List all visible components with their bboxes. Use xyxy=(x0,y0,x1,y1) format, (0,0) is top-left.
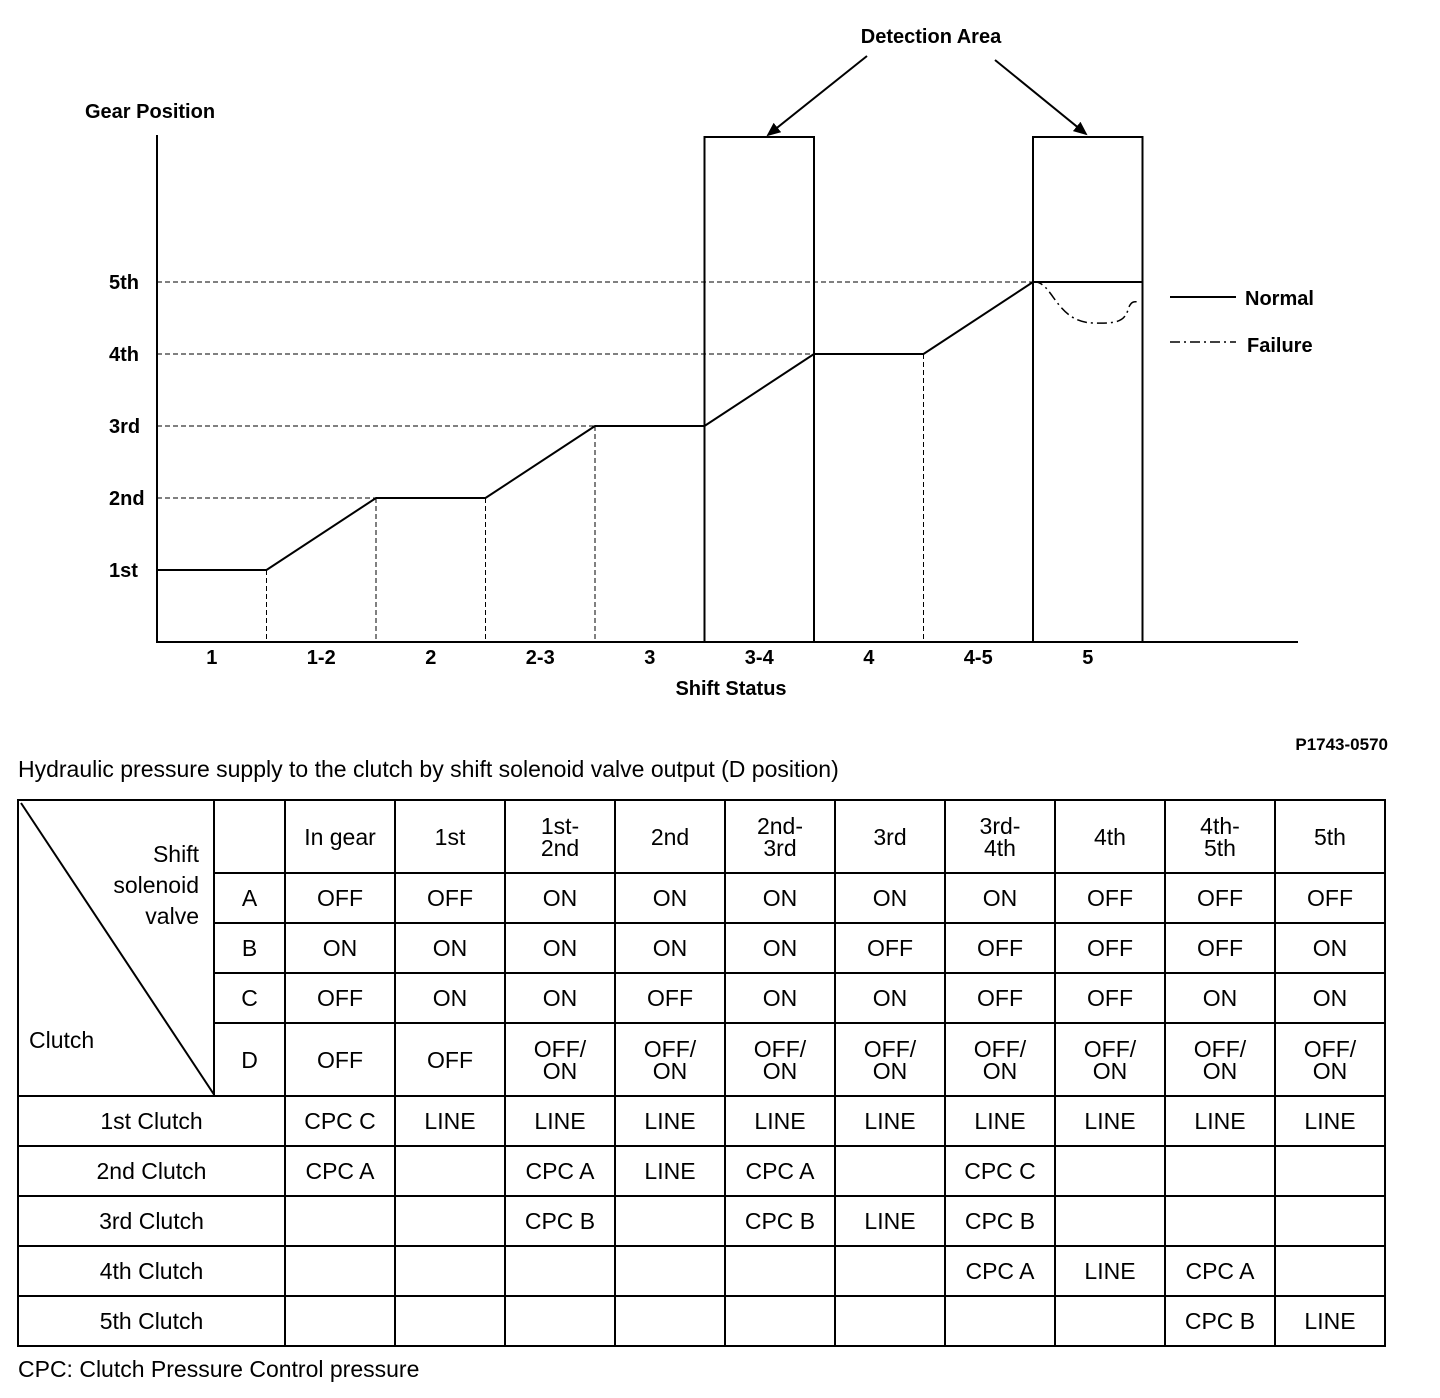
clutch-value: CPC A xyxy=(505,1146,615,1196)
clutch-value xyxy=(1165,1196,1275,1246)
clutch-name: 2nd Clutch xyxy=(18,1146,285,1196)
solenoid-value: ON xyxy=(725,973,835,1023)
clutch-value xyxy=(615,1296,725,1346)
axes xyxy=(157,135,1298,643)
column-header: 2nd- 3rd xyxy=(725,800,835,873)
clutch-value: CPC B xyxy=(725,1196,835,1246)
solenoid-value: OFF xyxy=(1055,923,1165,973)
solenoid-value: OFF/ ON xyxy=(615,1023,725,1096)
table-caption: Hydraulic pressure supply to the clutch by shift solenoid valve output (D position) xyxy=(18,756,839,782)
y-tick-label-3rd: 3rd xyxy=(109,416,141,438)
column-header: 2nd xyxy=(615,800,725,873)
header-row xyxy=(18,800,1385,873)
clutch-value: CPC B xyxy=(1165,1296,1275,1346)
clutch-value xyxy=(505,1246,615,1296)
clutch-row xyxy=(18,1096,1385,1146)
clutch-value xyxy=(945,1296,1055,1346)
y-tick-label-2nd: 2nd xyxy=(109,488,145,510)
clutch-value: LINE xyxy=(395,1096,505,1146)
corner-clutch-label: Clutch xyxy=(29,1027,95,1053)
clutch-value xyxy=(835,1146,945,1196)
clutch-name: 5th Clutch xyxy=(18,1296,285,1346)
solenoid-value: ON xyxy=(395,923,505,973)
y-tick-label-4th: 4th xyxy=(109,344,139,366)
clutch-value xyxy=(1275,1246,1385,1296)
solenoid-value: ON xyxy=(505,923,615,973)
solenoid-value: ON xyxy=(395,973,505,1023)
clutch-value xyxy=(395,1146,505,1196)
solenoid-value: ON xyxy=(505,973,615,1023)
clutch-value: LINE xyxy=(1055,1096,1165,1146)
clutch-value: LINE xyxy=(1055,1246,1165,1296)
clutch-value: LINE xyxy=(1165,1096,1275,1146)
clutch-value: LINE xyxy=(615,1146,725,1196)
x-axis-title: Shift Status xyxy=(675,678,787,700)
clutch-value xyxy=(725,1246,835,1296)
clutch-value: CPC A xyxy=(1165,1246,1275,1296)
solenoid-value: OFF xyxy=(395,873,505,923)
solenoid-value: OFF xyxy=(1275,873,1385,923)
y-axis-title: Gear Position xyxy=(85,101,216,123)
clutch-value: CPC A xyxy=(725,1146,835,1196)
x-tick-label-5: 5 xyxy=(1082,647,1094,669)
clutch-value: LINE xyxy=(835,1196,945,1246)
legend-failure-label: Failure xyxy=(1247,335,1313,357)
solenoid-value: OFF xyxy=(1165,873,1275,923)
solenoid-value: OFF xyxy=(1165,923,1275,973)
clutch-row xyxy=(18,1146,1385,1196)
clutch-value xyxy=(835,1296,945,1346)
column-header: 1st xyxy=(395,800,505,873)
y-tick-label-5th: 5th xyxy=(109,272,139,294)
header-blank xyxy=(214,800,285,873)
column-header: 4th xyxy=(1055,800,1165,873)
solenoid-value: OFF/ ON xyxy=(505,1023,615,1096)
x-tick-label-3: 3 xyxy=(644,647,656,669)
solenoid-value: OFF xyxy=(1055,973,1165,1023)
solenoid-value: ON xyxy=(835,873,945,923)
figure-id: P1743-0570 xyxy=(1295,735,1388,754)
solenoid-value: OFF/ ON xyxy=(945,1023,1055,1096)
solenoid-value: OFF xyxy=(1055,873,1165,923)
clutch-value xyxy=(285,1196,395,1246)
solenoid-value: OFF/ ON xyxy=(1165,1023,1275,1096)
solenoid-value: OFF/ ON xyxy=(1055,1023,1165,1096)
clutch-value: LINE xyxy=(835,1096,945,1146)
solenoid-value: ON xyxy=(945,873,1055,923)
solenoid-clutch-table xyxy=(17,799,1386,1347)
column-header: In gear xyxy=(285,800,395,873)
clutch-value: CPC B xyxy=(505,1196,615,1246)
failure-line-group xyxy=(1033,282,1139,323)
solenoid-value: ON xyxy=(615,873,725,923)
failure-line xyxy=(1033,282,1139,323)
x-tick-labels xyxy=(206,647,1093,669)
solenoid-value: ON xyxy=(835,973,945,1023)
solenoid-row-B xyxy=(18,923,1385,973)
clutch-value: CPC C xyxy=(285,1096,395,1146)
clutch-value xyxy=(615,1246,725,1296)
column-header: 1st- 2nd xyxy=(505,800,615,873)
clutch-value xyxy=(1055,1196,1165,1246)
legend xyxy=(1170,288,1314,357)
x-tick-label-3-4: 3-4 xyxy=(744,647,774,669)
x-tick-label-4-5: 4-5 xyxy=(963,647,993,669)
solenoid-value: OFF xyxy=(285,973,395,1023)
x-tick-label-1-2: 1-2 xyxy=(306,647,336,669)
legend-normal-label: Normal xyxy=(1245,288,1314,310)
corner-cell xyxy=(18,800,214,1096)
clutch-value xyxy=(285,1246,395,1296)
clutch-value: LINE xyxy=(725,1096,835,1146)
solenoid-name: D xyxy=(214,1023,285,1096)
clutch-value xyxy=(1055,1296,1165,1346)
clutch-value xyxy=(1275,1146,1385,1196)
clutch-value: CPC C xyxy=(945,1146,1055,1196)
solenoid-row-A xyxy=(18,873,1385,923)
solenoid-value: ON xyxy=(285,923,395,973)
solenoid-value: OFF/ ON xyxy=(725,1023,835,1096)
solenoid-value: OFF xyxy=(285,1023,395,1096)
clutch-value: LINE xyxy=(1275,1096,1385,1146)
solenoid-value: ON xyxy=(1165,973,1275,1023)
x-tick-label-4: 4 xyxy=(863,647,875,669)
cpc-footnote: CPC: Clutch Pressure Control pressure xyxy=(18,1356,420,1382)
solenoid-value: OFF xyxy=(395,1023,505,1096)
clutch-row xyxy=(18,1296,1385,1346)
solenoid-value: OFF/ ON xyxy=(835,1023,945,1096)
corner-solenoid-label: Shift solenoid valve xyxy=(113,841,199,929)
clutch-value xyxy=(505,1296,615,1346)
y-tick-label-1st: 1st xyxy=(109,560,138,582)
solenoid-row-D xyxy=(18,1023,1385,1096)
clutch-row xyxy=(18,1196,1385,1246)
clutch-name: 4th Clutch xyxy=(18,1246,285,1296)
x-tick-label-2-3: 2-3 xyxy=(525,647,555,669)
clutch-value: LINE xyxy=(615,1096,725,1146)
solenoid-value: ON xyxy=(725,923,835,973)
clutch-row xyxy=(18,1246,1385,1296)
solenoid-value: OFF xyxy=(945,923,1055,973)
solenoid-value: OFF xyxy=(615,973,725,1023)
solenoid-value: OFF xyxy=(835,923,945,973)
clutch-name: 1st Clutch xyxy=(18,1096,285,1146)
clutch-value xyxy=(285,1296,395,1346)
solenoid-name: A xyxy=(214,873,285,923)
detection-area-label: Detection Area xyxy=(860,26,1002,48)
solenoid-value: ON xyxy=(615,923,725,973)
clutch-value: LINE xyxy=(945,1096,1055,1146)
clutch-value: CPC A xyxy=(285,1146,395,1196)
solenoid-value: ON xyxy=(1275,973,1385,1023)
clutch-value xyxy=(1165,1146,1275,1196)
column-header: 5th xyxy=(1275,800,1385,873)
solenoid-value: OFF/ ON xyxy=(1275,1023,1385,1096)
y-tick-labels xyxy=(109,272,145,582)
clutch-value xyxy=(1275,1196,1385,1246)
detection-box-5 xyxy=(1033,137,1143,642)
x-tick-label-1: 1 xyxy=(206,647,218,669)
column-header: 3rd xyxy=(835,800,945,873)
solenoid-value: OFF xyxy=(945,973,1055,1023)
detection-arrow-left xyxy=(768,56,867,135)
solenoid-row-C xyxy=(18,973,1385,1023)
detection-arrow-right xyxy=(995,60,1086,134)
clutch-value xyxy=(725,1296,835,1346)
solenoid-name: C xyxy=(214,973,285,1023)
clutch-value xyxy=(615,1196,725,1246)
clutch-name: 3rd Clutch xyxy=(18,1196,285,1246)
clutch-value xyxy=(395,1246,505,1296)
column-header: 3rd- 4th xyxy=(945,800,1055,873)
clutch-value: LINE xyxy=(1275,1296,1385,1346)
clutch-value xyxy=(835,1246,945,1296)
clutch-value xyxy=(395,1196,505,1246)
solenoid-value: ON xyxy=(505,873,615,923)
solenoid-value: ON xyxy=(1275,923,1385,973)
x-tick-label-2: 2 xyxy=(425,647,437,669)
solenoid-value: ON xyxy=(725,873,835,923)
gear-level-guides xyxy=(157,282,1033,642)
solenoid-value: OFF xyxy=(285,873,395,923)
clutch-value: CPC B xyxy=(945,1196,1055,1246)
solenoid-name: B xyxy=(214,923,285,973)
column-header: 4th- 5th xyxy=(1165,800,1275,873)
clutch-value: LINE xyxy=(505,1096,615,1146)
clutch-value xyxy=(1055,1146,1165,1196)
clutch-value: CPC A xyxy=(945,1246,1055,1296)
clutch-value xyxy=(395,1296,505,1346)
